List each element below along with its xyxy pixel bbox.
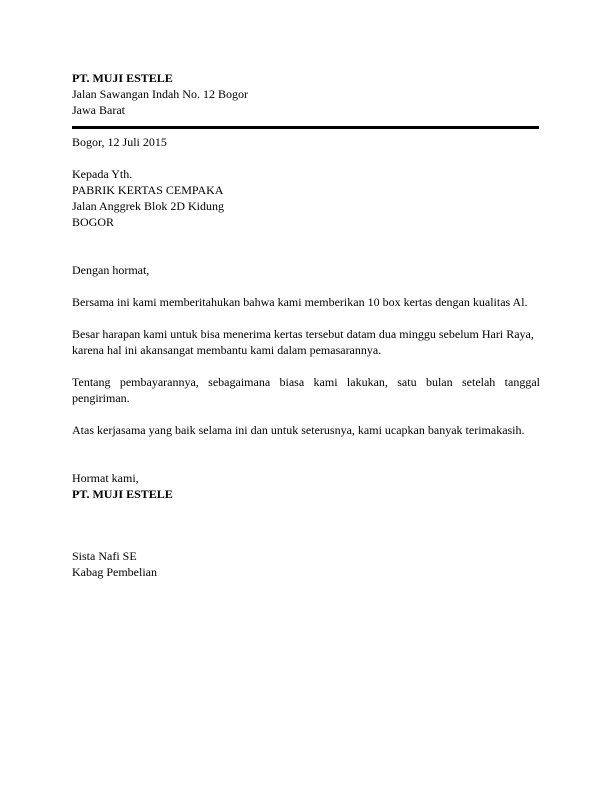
letter-date-block [72,134,540,150]
recipient-address: Jalan Anggrek Blok 2D Kidung [72,199,224,213]
paragraph-2 [72,326,540,358]
recipient-salutation: Kepada Yth. [72,167,133,181]
signature-block [72,548,540,580]
paragraph-2-line-2: karena hal ini akansangat membantu kami dalam pemasarannya. [72,343,382,357]
closing-block [72,470,540,502]
paragraph-1-text: Bersama ini kami memberitahukan bahwa kami memberikan 10 box kertas dengan kualitas Al. [72,295,528,309]
letterhead [72,70,540,118]
closing-phrase: Hormat kami, [72,471,139,485]
letterhead-divider [72,126,539,129]
letter-date: Bogor, 12 Juli 2015 [72,135,167,149]
paragraph-3 [72,374,540,406]
signatory-title: Kabag Pembelian [72,565,157,579]
paragraph-4 [72,422,540,438]
signatory-name: Sista Nafi SE [72,549,137,563]
closing-company: PT. MUJI ESTELE [72,487,173,501]
paragraph-3-line-2: pengiriman. [72,391,130,405]
recipient-block [72,166,540,230]
letterhead-address-line2: Jawa Barat [72,103,125,117]
paragraph-3-line-1: Tentang pembayarannya, sebagaimana biasa kami lakukan, satu bulan setelah tanggal [72,375,540,389]
letterhead-company: PT. MUJI ESTELE [72,71,173,85]
recipient-city: BOGOR [72,215,115,229]
greeting: Dengan hormat, [72,263,150,277]
paragraph-4-text: Atas kerjasama yang baik selama ini dan untuk seterusnya, kami ucapkan banyak terimakasih. [72,423,525,437]
greeting-block [72,262,540,278]
paragraph-2-line-1: Besar harapan kami untuk bisa menerima kertas tersebut datam dua minggu sebelum Hari Raya, [72,327,534,341]
recipient-name: PABRIK KERTAS CEMPAKA [72,183,224,197]
letterhead-address-line1: Jalan Sawangan Indah No. 12 Bogor [72,87,248,101]
paragraph-1 [72,294,540,310]
